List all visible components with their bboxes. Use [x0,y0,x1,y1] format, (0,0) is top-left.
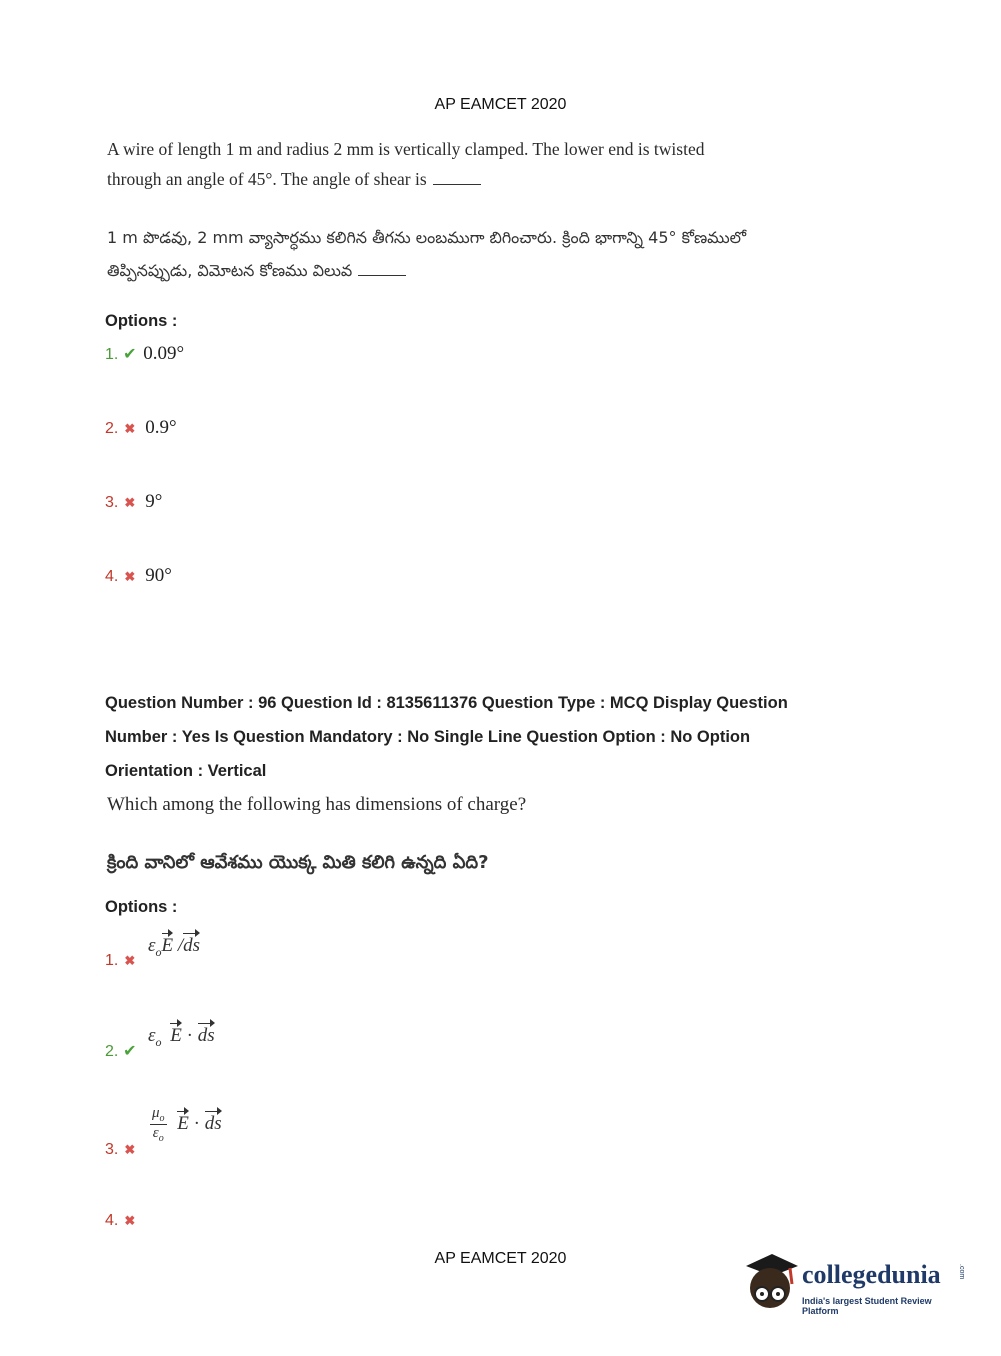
answer-blank [358,275,406,276]
logo-name: collegedunia [802,1260,941,1289]
cross-icon: ✖ [124,421,136,436]
q2-option-3-marker[interactable] [105,1141,137,1159]
q2-option-2-marker[interactable] [105,1041,137,1061]
vector-ds: ds [183,935,201,956]
cross-icon: ✖ [124,495,136,510]
dot-symbol: · [186,1025,193,1046]
q2-option-3-formula [150,1105,222,1144]
vector-e: E [170,1025,182,1046]
option-number: 1. [105,346,119,363]
q2-option-2-formula [148,1025,215,1050]
question-1-english [107,134,704,194]
epsilon-symbol: ε [148,1025,156,1046]
fraction [150,1105,167,1144]
vector-e: E [177,1112,189,1134]
option-value: 9° [145,491,163,512]
question-1-english-line2 [107,164,704,194]
epsilon-symbol: ε [148,935,156,956]
check-icon: ✔ [123,346,137,363]
question-2-english: Which among the following has dimensions of charge? [107,794,527,815]
option-number: 3. [105,1141,119,1158]
mascot-icon [740,1250,800,1312]
logo-tagline: India's largest Student Review Platform [802,1296,932,1316]
q1-option-4[interactable] [105,565,172,587]
collegedunia-logo [740,1248,970,1318]
q1-option-1[interactable] [105,343,184,365]
q1-option-2[interactable] [105,417,177,439]
slash-symbol: / [177,935,184,956]
vector-ds: ds [197,1025,215,1046]
question-1-english-line2-text: through an angle of 45°. The angle of shear is [107,169,427,189]
meta-line-2: Number : Yes Is Question Mandatory : No Single Line Question Option : No Option [105,728,751,746]
q2-option-1-formula [148,935,200,960]
question-1-telugu-line1: 1 m పొడవు, 2 mm వ్యాసార్ధము కలిగిన తీగను లంబముగా బిగించారు. క్రింది భాగాన్ని 45° కోణములో [107,228,747,247]
cross-icon: ✖ [124,569,136,584]
fraction-numerator [150,1105,167,1125]
q2-option-1-marker[interactable] [105,952,137,970]
subscript-zero: o [158,1133,164,1144]
dot-symbol: · [193,1112,200,1134]
cross-icon: ✖ [124,1142,136,1157]
logo-suffix: .com [958,1264,965,1280]
cross-icon: ✖ [124,953,136,968]
question-1-english-line1: A wire of length 1 m and radius 2 mm is vertically clamped. The lower end is twisted [107,139,705,159]
option-number: 2. [105,1043,119,1060]
question-1-telugu-line2 [107,254,746,288]
page-header: AP EAMCET 2020 [434,96,567,113]
option-number: 3. [105,494,119,511]
question-2-meta [105,686,885,788]
vector-e: E [161,935,174,956]
option-value: 0.9° [145,417,177,438]
meta-line-3: Orientation : Vertical [105,762,267,780]
check-icon: ✔ [123,1043,137,1060]
mu-symbol: μ [152,1105,160,1121]
option-number: 2. [105,420,119,437]
cross-icon: ✖ [124,1213,136,1228]
option-number: 4. [105,1212,119,1229]
subscript-zero: o [155,944,162,959]
subscript-zero: o [155,1034,162,1049]
option-value: 0.09° [143,343,185,364]
fraction-denominator [150,1125,167,1144]
page-footer: AP EAMCET 2020 [434,1250,567,1267]
q1-option-3[interactable] [105,491,162,513]
option-number: 4. [105,568,119,585]
options-label: Options : [105,898,178,916]
question-1-telugu-line2-text: తిప్పినప్పుడు, విమోటన కోణము విలువ [107,261,353,280]
answer-blank [433,184,481,185]
subscript-zero: o [159,1113,165,1124]
option-value: 90° [145,565,172,586]
question-2-telugu: క్రింది వానిలో ఆవేశము యొక్క మితి కలిగి ఉన్నది ఏది? [107,852,489,873]
q2-option-4-marker[interactable] [105,1212,137,1230]
vector-ds: ds [204,1112,222,1134]
epsilon-symbol: ε [152,1125,159,1141]
question-1-telugu [107,222,746,288]
meta-line-1: Question Number : 96 Question Id : 8135611376 Question Type : MCQ Display Question [105,694,788,712]
option-number: 1. [105,952,119,969]
options-label: Options : [105,312,178,330]
